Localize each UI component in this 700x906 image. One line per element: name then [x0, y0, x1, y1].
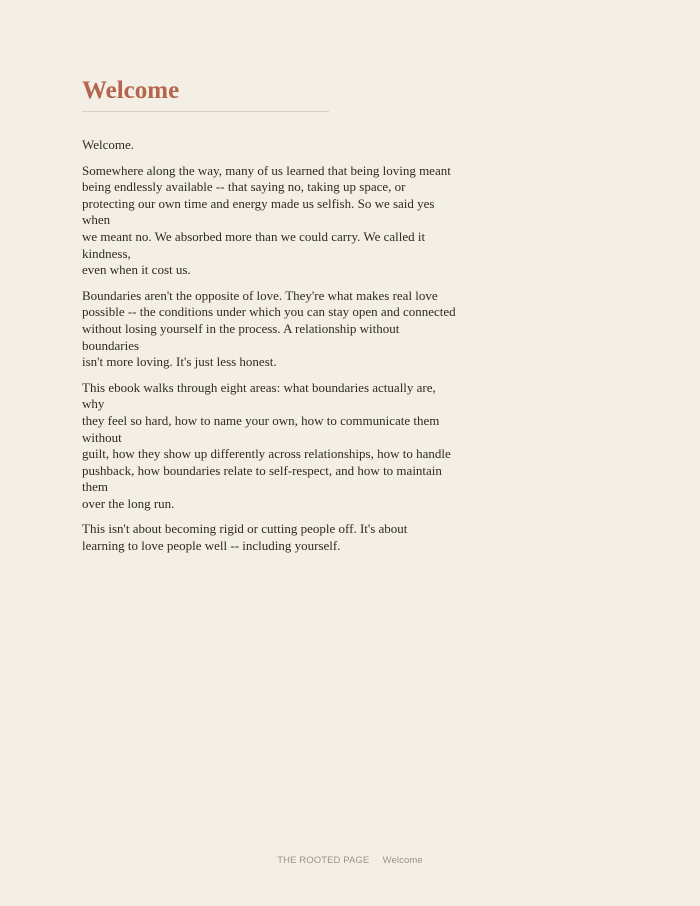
footer-publication: THE ROOTED PAGE	[277, 855, 370, 866]
page-content	[82, 74, 457, 564]
paragraph-boundaries: Boundaries aren't the opposite of love. They're what makes real love possible -- the conditions under which you can stay open and connected without losing yourself in the process. A relationship without boundaries isn't more loving. It's just less honest.	[82, 287, 456, 370]
title-divider	[82, 111, 329, 112]
footer-separator: ·	[374, 855, 378, 866]
paragraph-closing: This isn't about becoming rigid or cutting people off. It's about learning to love people well -- including yourself.	[82, 521, 408, 554]
paragraph-greeting: Welcome.	[82, 137, 135, 152]
paragraph-intro: Somewhere along the way, many of us learned that being loving meant being endlessly available -- that saying no, taking up space, or protecting our own time and energy made us selfish. So we said yes when we meant no. We absorbed more than we could carry. We called it kindness, even when it cost us.	[82, 162, 451, 278]
page-footer	[0, 855, 700, 867]
footer-section: Welcome	[382, 855, 423, 866]
page-title: Welcome	[82, 77, 180, 104]
paragraph-overview: This ebook walks through eight areas: what boundaries actually are, why they feel so hard, how to name your own, how to communicate them without guilt, how they show up differently across relationships, how to handle pushback, how boundaries relate to self-respect, and how to maintain them over the long run.	[82, 379, 451, 511]
